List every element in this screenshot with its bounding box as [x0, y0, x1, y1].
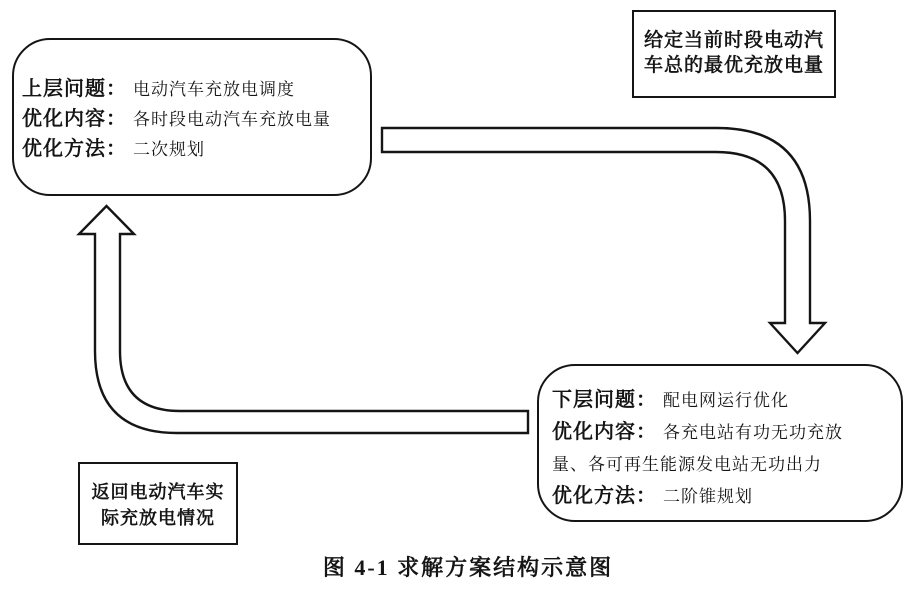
top-annotation-line1: 给定当前时段电动汽 [643, 30, 824, 51]
lower-to-upper-arrow-icon [79, 206, 528, 433]
upper-line-content [22, 105, 366, 135]
upper-method-text: 二次规划 [133, 140, 205, 159]
lower-problem-label: 下层问题： [552, 389, 657, 411]
lower-line-content-continued [552, 449, 897, 481]
upper-line-method [22, 135, 366, 165]
lower-content-text: 各充电站有功无功充放 [663, 423, 843, 442]
upper-method-label: 优化方法： [22, 138, 127, 160]
given-optimal-charge-annotation-box [632, 10, 836, 98]
return-actual-charge-annotation-box [78, 462, 238, 545]
lower-level-problem-box [537, 364, 903, 522]
upper-level-problem-box [12, 38, 372, 196]
upper-to-lower-arrow-icon [382, 128, 825, 353]
lower-content-label: 优化内容： [552, 421, 657, 443]
figure-caption: 图 4-1 求解方案结构示意图 [322, 555, 614, 580]
upper-line-problem [22, 75, 366, 105]
bottom-annotation-line2: 际充放电情况 [101, 508, 215, 528]
bottom-annotation-line1: 返回电动汽车实 [91, 482, 225, 502]
lower-line-method [552, 481, 897, 513]
upper-content-text: 各时段电动汽车充放电量 [133, 110, 331, 129]
lower-method-label: 优化方法： [552, 485, 657, 507]
lower-content-cont-text: 量、各可再生能源发电站无功出力 [552, 455, 822, 474]
upper-problem-text: 电动汽车充放电调度 [133, 80, 295, 99]
upper-content-label: 优化内容： [22, 108, 127, 130]
top-annotation-line2: 车总的最优充放电量 [643, 55, 824, 76]
upper-problem-label: 上层问题： [22, 78, 127, 100]
lower-problem-text: 配电网运行优化 [663, 391, 789, 410]
lower-method-text: 二阶锥规划 [663, 487, 753, 506]
lower-line-problem [552, 385, 897, 417]
lower-line-content [552, 417, 897, 449]
